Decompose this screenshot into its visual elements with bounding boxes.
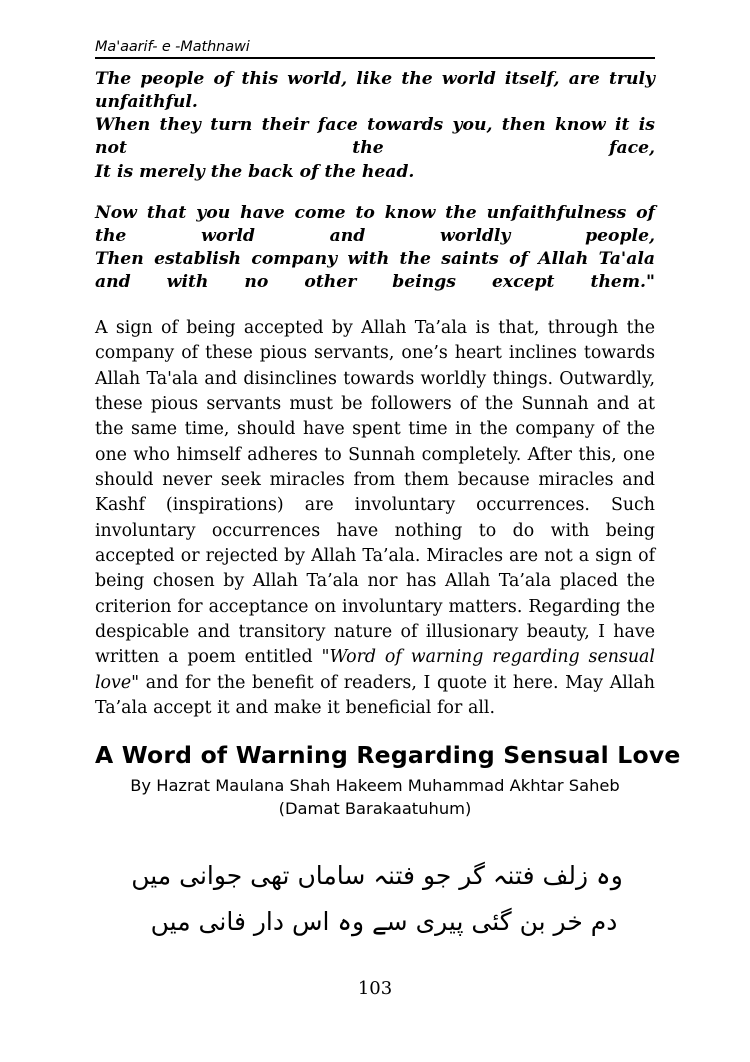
body-paragraph: [95, 316, 655, 721]
section-byline: By Hazrat Maulana Shah Hakeem Muhammad Akhtar Saheb: [130, 775, 620, 795]
body-text-part-1: A sign of being accepted by Allah Ta’ala is that, through the company of these pious servants, one’s heart inclines towards Allah Ta'ala and disinclines towards worldly things. Outwardly, these pious servants must be followers of the Sunnah and at the same time, should have spent time in the company of the one who himself adheres to Sunnah completely. After this, one should never seek miracles from them because miracles and Kashf (inspirations) are involuntary occurrences. Such involuntary occurrences have nothing to do with being accepted or rejected by Allah Ta’ala. Miracles are not a sign of being chosen by Allah Ta’ala nor has Allah Ta’ala placed the criterion for acceptance on involuntary matters. Regarding the despicable and transitory nature of illusionary beauty, I have written a poem entitled ": [95, 318, 655, 668]
verse-line: It is merely the back of the head.: [95, 161, 415, 182]
page-footer: [0, 978, 750, 999]
page-number: 103: [357, 978, 393, 999]
urdu-line-2: دم خر بن گئی پیری سے وہ اس دار فانی میں: [150, 907, 618, 937]
poem-title-inline: Word of warning regarding sensual love: [95, 647, 655, 693]
verse-line: The people of this world, like the world itself, are truly unfaithful.: [95, 69, 655, 113]
verse-block-1: [95, 68, 655, 184]
verse-line: Then establish company with the saints of Allah Ta'ala and with no other beings except them.": [95, 248, 655, 292]
page-content: [95, 68, 681, 945]
book-title: Ma'aarif- e -Mathnawi: [95, 39, 250, 55]
verse-line: When they turn their face towards you, then know it is not the face,: [95, 115, 655, 159]
verse-block-2: [95, 202, 655, 295]
running-header: [95, 40, 655, 59]
urdu-couplet: [95, 853, 655, 946]
verse-line: Now that you have come to know the unfaithfulness of the world and worldly people,: [95, 202, 655, 246]
section-title: A Word of Warning Regarding Sensual Love: [95, 741, 681, 770]
urdu-line-1: وہ زلف فتنہ گر جو فتنہ ساماں تھی جوانی میں: [131, 860, 623, 890]
section-heading-block: [95, 741, 681, 819]
body-text-part-2: " and for the benefit of readers, I quote it here. May Allah Ta’ala accept it and make it beneficial for all.: [95, 672, 655, 718]
section-byline-secondary: (Damat Barakaatuhum): [278, 798, 472, 818]
